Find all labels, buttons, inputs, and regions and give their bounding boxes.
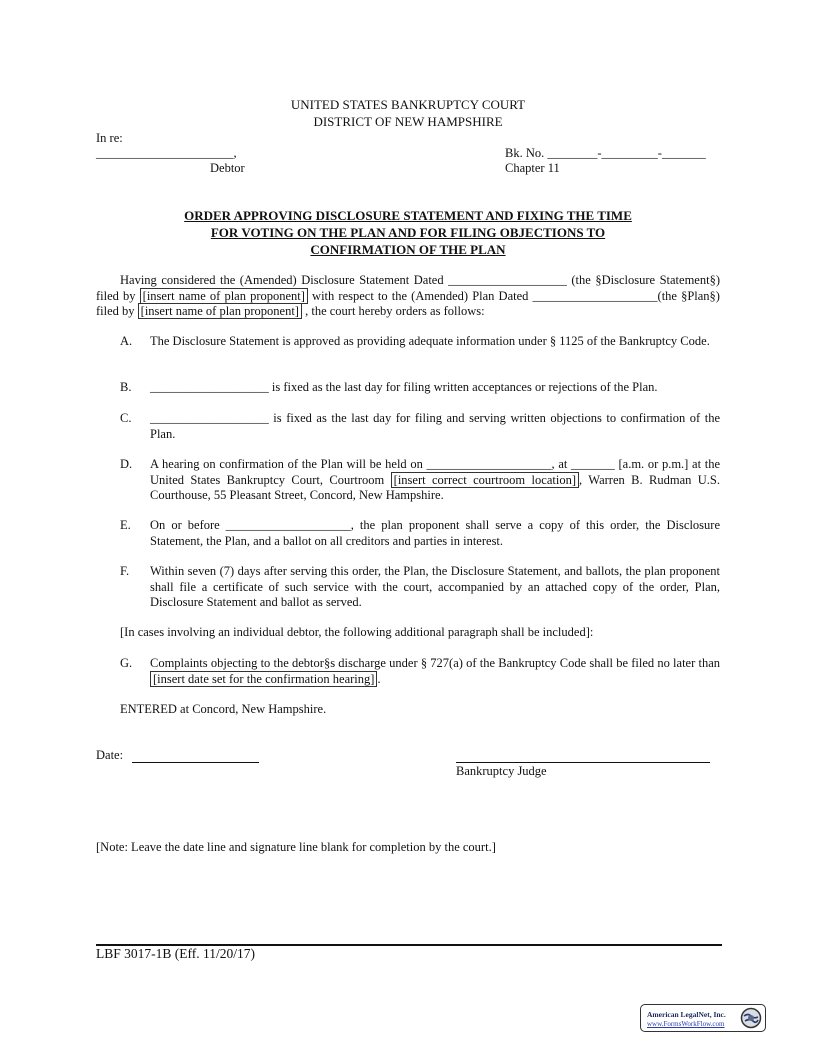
debtor-blank: ______________________, [96, 146, 237, 160]
item-letter: C. [120, 411, 132, 425]
publisher-badge[interactable] [640, 1004, 766, 1032]
order-item-c [96, 411, 720, 442]
in-re-label: In re: [96, 131, 123, 145]
publisher-url[interactable]: www.FormsWorkFlow.com [647, 1020, 725, 1028]
district-name: DISTRICT OF NEW HAMPSHIRE [313, 114, 503, 129]
intro-text-2: with respect to the (Amended) Plan Dated ____________________(the §Plan§) filed by [96, 288, 720, 318]
item-letter: A. [120, 334, 133, 348]
form-id: LBF 3017-1B (Eff. 11/20/17) [96, 946, 255, 961]
signature-line [456, 762, 710, 763]
intro-paragraph [96, 273, 720, 320]
order-item-d [96, 457, 720, 504]
judge-label: Bankruptcy Judge [456, 764, 547, 778]
confirmation-hearing-date-field: [insert date set for the confirmation hearing] [150, 671, 377, 687]
item-text: On or before ____________________, the plan proponent shall serve a copy of this order, the Disclosure Statement, the Plan, and a ballot on all creditors and parties in interest. [150, 518, 720, 548]
item-letter: D. [120, 457, 133, 471]
item-text: ___________________ is fixed as the last day for filing written acceptances or rejections of the Plan. [150, 380, 658, 394]
order-item-a [96, 334, 720, 350]
court-name: UNITED STATES BANKRUPTCY COURT [290, 97, 526, 112]
item-text-b: . [377, 671, 381, 686]
order-item-b [96, 380, 720, 396]
plan-proponent-field-1: [insert name of plan proponent] [140, 288, 308, 304]
item-text-a: A hearing on confirmation of the Plan will be held on ____________________, at _______ [a.m. or p.m.] at the United States Bankruptcy Court, Courtroom [150, 457, 720, 487]
item-text: Within seven (7) days after serving this order, the Plan, the Disclosure Statement, and ballots, the plan proponent shall file a certificate of such service with the court, accompanied by an attached copy of the order, Plan, Disclosure Statement and ballot as served. [150, 564, 720, 609]
item-text-b: , Warren B. Rudman U.S. Courthouse, 55 Pleasant Street, Concord, New Hampshire. [150, 472, 721, 502]
item-letter: B. [120, 380, 132, 394]
order-item-g [96, 656, 720, 687]
publisher-name: American LegalNet, Inc. [647, 1010, 726, 1019]
plan-proponent-field-2: [insert name of plan proponent] [138, 303, 302, 319]
item-letter: E. [120, 518, 131, 532]
intro-text-3: , the court hereby orders as follows: [301, 304, 485, 318]
item-text: ___________________ is fixed as the last day for filing and serving written objections to confirmation of the Plan. [150, 411, 720, 441]
completion-note: [Note: Leave the date line and signature line blank for completion by the court.] [96, 840, 496, 854]
globe-icon [740, 1007, 762, 1029]
order-title-line-2: FOR VOTING ON THE PLAN AND FOR FILING OBJECTIONS TO [210, 225, 606, 240]
entered-statement: ENTERED at Concord, New Hampshire. [120, 702, 327, 716]
order-item-e [96, 518, 720, 549]
item-text [150, 457, 720, 504]
item-letter: G. [120, 656, 133, 670]
order-title-line-3: CONFIRMATION OF THE PLAN [310, 242, 506, 257]
order-item-f [96, 564, 720, 611]
item-text: The Disclosure Statement is approved as providing adequate information under § 1125 of the Bankruptcy Code. [150, 334, 710, 348]
item-letter: F. [120, 564, 130, 578]
date-line [132, 762, 259, 763]
case-number: Bk. No. ________-_________-_______ [505, 146, 706, 160]
item-text-a: Complaints objecting to the debtor§s discharge under § 727(a) of the Bankruptcy Code shall be filed no later than [150, 656, 720, 670]
debtor-label: Debtor [210, 161, 245, 175]
chapter-label: Chapter 11 [505, 161, 560, 175]
item-text [150, 656, 720, 687]
courtroom-location-field: [insert correct courtroom location] [391, 472, 579, 488]
intro-text-1: Having considered the (Amended) Disclosure Statement Dated ___________________ (the §Disclosure Statement§) filed by [96, 273, 720, 303]
order-title-line-1: ORDER APPROVING DISCLOSURE STATEMENT AND FIXING THE TIME [184, 208, 632, 223]
individual-debtor-note: [In cases involving an individual debtor, the following additional paragraph shall be included]: [120, 625, 594, 639]
date-label: Date: [96, 748, 124, 762]
